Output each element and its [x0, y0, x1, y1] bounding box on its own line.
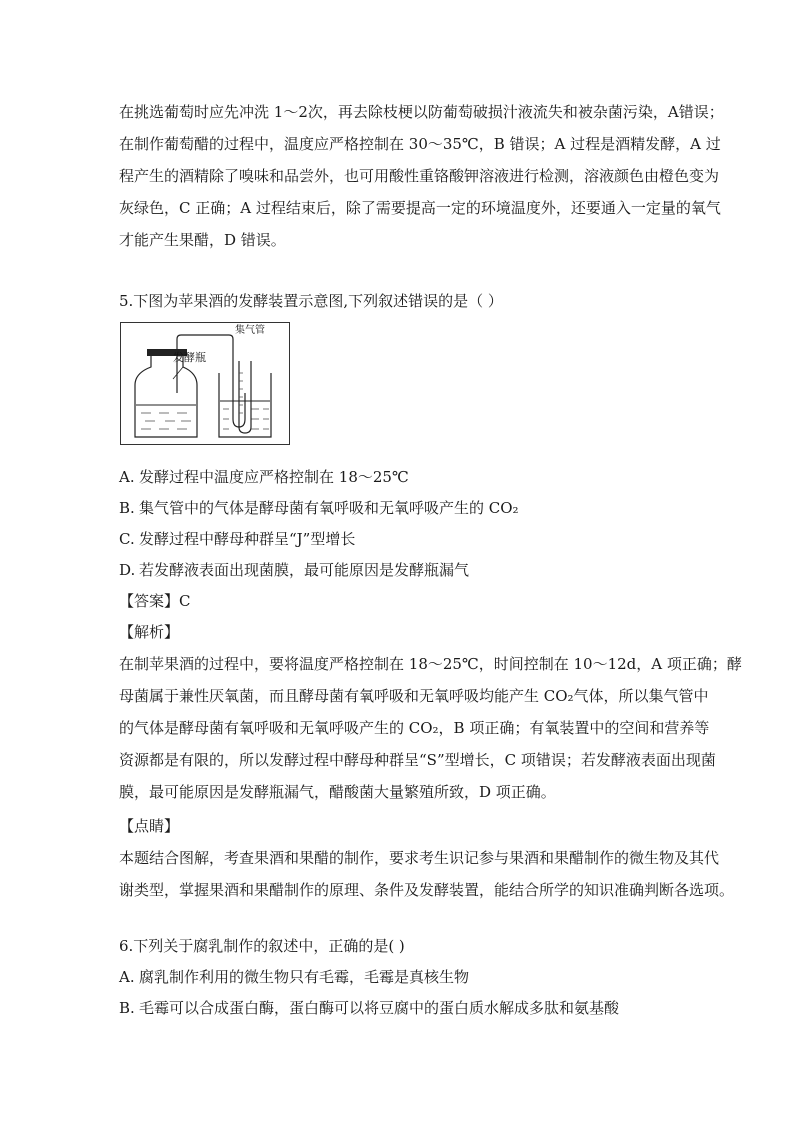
option-text: 毛霉可以合成蛋白酶，蛋白酶可以将豆腐中的蛋白质水解成多肽和氨基酸: [139, 999, 620, 1017]
question-6-stem: 6.下列关于腐乳制作的叙述中，正确的是( ): [119, 937, 405, 955]
question-5-comment-title: 【点睛】: [119, 817, 180, 835]
text-line: 本题结合图解，考查果酒和果醋的制作，要求考生识记参与果酒和果醋制作的微生物及其代: [119, 849, 720, 867]
option-text: 集气管中的气体是酵母菌有氧呼吸和无氧呼吸产生的 CO₂: [139, 499, 519, 517]
question-5-analysis: [119, 648, 742, 808]
question-5-analysis-title: 【解析】: [119, 623, 180, 641]
previous-explanation: [119, 96, 724, 256]
label-fermentation-bottle: 发酵瓶: [173, 351, 206, 364]
text-line: 灰绿色，C 正确；A 过程结束后，除了需要提高一定的环境温度外，还要通入一定量的氧气: [119, 199, 721, 217]
question-5-stem: 5.下图为苹果酒的发酵装置示意图,下列叙述错误的是（ ）: [119, 292, 503, 310]
question-6-option-b: [119, 997, 619, 1019]
label-gas-collection-tube: 集气管: [235, 325, 265, 336]
option-label: A.: [119, 468, 135, 486]
text-line: 的气体是酵母菌有氧呼吸和无氧呼吸产生的 CO₂，B 项正确；有氧装置中的空间和营养等: [119, 719, 710, 737]
option-label: A.: [119, 968, 135, 986]
option-label: B.: [119, 999, 135, 1017]
option-text: 发酵过程中酵母种群呈“J”型增长: [139, 530, 356, 548]
question-5-comment: [119, 842, 735, 906]
fermentation-apparatus-figure: [120, 322, 290, 445]
text-line: 才能产生果醋，D 错误。: [119, 231, 286, 249]
text-line: 在制作葡萄醋的过程中，温度应严格控制在 30～35℃，B 错误；A 过程是酒精发酵，A 过: [119, 135, 721, 153]
text-line: 膜，最可能原因是发酵瓶漏气，醋酸菌大量繁殖所致，D 项正确。: [119, 783, 556, 801]
option-text: 发酵过程中温度应严格控制在 18～25℃: [139, 468, 409, 486]
option-label: D.: [119, 561, 136, 579]
question-5-option-c: [119, 528, 355, 550]
text-line: 母菌属于兼性厌氧菌，而且酵母菌有氧呼吸和无氧呼吸均能产生 CO₂气体，所以集气管中: [119, 687, 709, 705]
question-5-option-b: [119, 497, 519, 519]
question-5-option-d: [119, 559, 469, 581]
fermentation-bottle-icon: [135, 355, 197, 437]
text-line: 谢类型，掌握果酒和果醋制作的原理、条件及发酵装置，能结合所学的知识准确判断各选项。: [119, 881, 735, 899]
fermentation-apparatus-diagram: [121, 323, 289, 444]
option-text: 腐乳制作利用的微生物只有毛霉，毛霉是真核生物: [139, 968, 470, 986]
question-6-option-a: [119, 966, 469, 988]
text-line: 在制苹果酒的过程中，要将温度严格控制在 18～25℃，时间控制在 10～12d，A 项正确；酵: [119, 655, 742, 673]
option-text: 若发酵液表面出现菌膜，最可能原因是发酵瓶漏气: [139, 561, 470, 579]
text-line: 在挑选葡萄时应先冲洗 1～2次，再去除枝梗以防葡萄破损汁液流失和被杂菌污染，A错误；: [119, 103, 724, 121]
option-label: C.: [119, 530, 135, 548]
option-label: B.: [119, 499, 135, 517]
text-line: 资源都是有限的，所以发酵过程中酵母种群呈“S”型增长，C 项错误；若发酵液表面出现菌: [119, 751, 716, 769]
text-line: 程产生的酒精除了嗅味和品尝外，也可用酸性重铬酸钾溶液进行检测，溶液颜色由橙色变为: [119, 167, 720, 185]
question-5-answer: 【答案】C: [119, 592, 191, 610]
question-5-option-a: [119, 466, 409, 488]
